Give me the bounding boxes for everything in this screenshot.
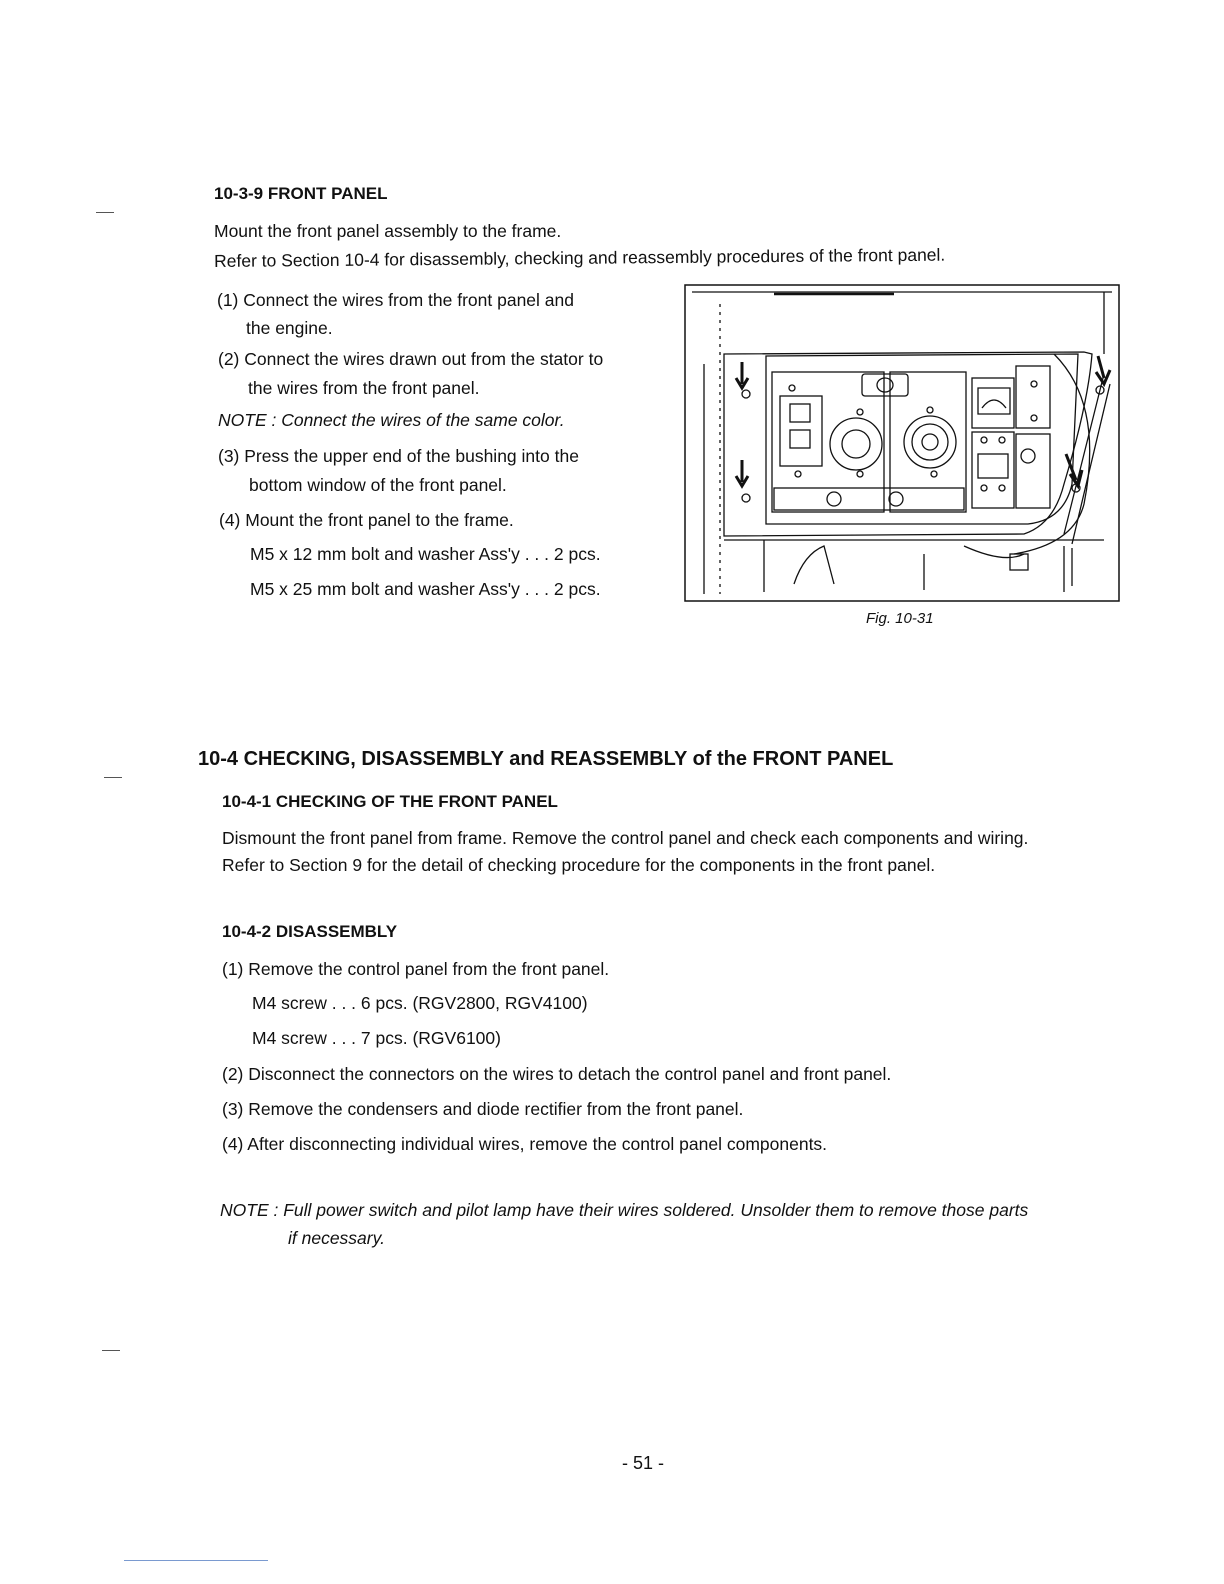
- screw-spec: M4 screw . . . 7 pcs. (RGV6100): [252, 1028, 501, 1048]
- figure-caption: Fig. 10-31: [866, 610, 934, 627]
- step-4: (4) Mount the front panel to the frame.: [219, 510, 514, 530]
- step-2-cont: the wires from the front panel.: [248, 378, 480, 398]
- intro-line: Refer to Section 10-4 for disassembly, checking and reassembly procedures of the front panel.: [214, 244, 946, 271]
- step-2: (2) Disconnect the connectors on the wires to detach the control panel and front panel.: [222, 1064, 892, 1084]
- margin-mark: [96, 212, 114, 213]
- bolt-spec: M5 x 12 mm bolt and washer Ass'y . . . 2 pcs.: [250, 544, 601, 564]
- note: NOTE : Connect the wires of the same color.: [218, 410, 565, 430]
- intro-line: Mount the front panel assembly to the frame.: [214, 221, 562, 241]
- step-3: (3) Remove the condensers and diode rectifier from the front panel.: [222, 1099, 744, 1119]
- margin-mark: [102, 1350, 120, 1351]
- note-line: NOTE : Full power switch and pilot lamp have their wires soldered. Unsolder them to remove those parts: [220, 1200, 1029, 1220]
- step-3-cont: bottom window of the front panel.: [249, 475, 507, 495]
- page-number: - 51 -: [622, 1453, 665, 1473]
- step-1: (1) Connect the wires from the front panel and: [217, 290, 574, 310]
- screw-spec: M4 screw . . . 6 pcs. (RGV2800, RGV4100): [252, 993, 588, 1013]
- margin-mark: [104, 777, 122, 778]
- step-1-cont: the engine.: [246, 318, 333, 338]
- paragraph-line: Dismount the front panel from frame. Remove the control panel and check each components and wiring.: [222, 828, 1029, 848]
- note-line: if necessary.: [288, 1228, 385, 1248]
- section-heading-10-3-9: 10-3-9 FRONT PANEL: [214, 184, 388, 203]
- subsection-heading-10-4-2: 10-4-2 DISASSEMBLY: [222, 922, 398, 941]
- front-panel-figure: [684, 284, 1120, 602]
- step-4: (4) After disconnecting individual wires, remove the control panel components.: [222, 1134, 828, 1154]
- step-3: (3) Press the upper end of the bushing into the: [218, 446, 579, 466]
- subsection-heading-10-4-1: 10-4-1 CHECKING OF THE FRONT PANEL: [222, 792, 558, 811]
- bottom-rule: [124, 1560, 268, 1561]
- step-1: (1) Remove the control panel from the front panel.: [222, 959, 610, 979]
- section-heading-10-4: 10-4 CHECKING, DISASSEMBLY and REASSEMBLY of the FRONT PANEL: [198, 748, 894, 770]
- step-2: (2) Connect the wires drawn out from the stator to: [218, 349, 604, 369]
- paragraph-line: Refer to Section 9 for the detail of checking procedure for the components in the front panel.: [222, 855, 936, 875]
- bolt-spec: M5 x 25 mm bolt and washer Ass'y . . . 2 pcs.: [250, 579, 601, 599]
